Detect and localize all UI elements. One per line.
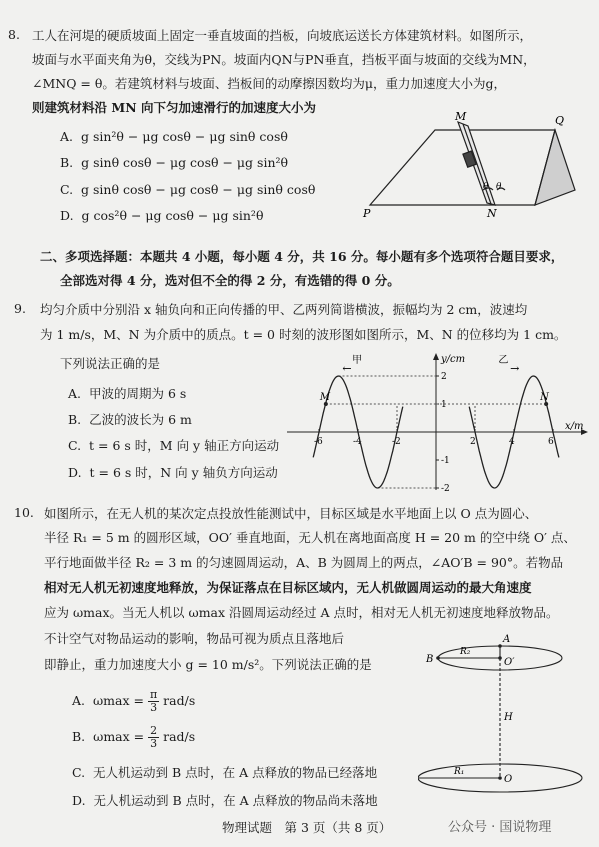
point-a [498,644,502,648]
q9-option-b: B. 乙波的波长为 6 m [68,412,192,427]
label-o: O [504,774,513,785]
q8-slope-figure [355,110,585,220]
q9-line-3: 下列说法正确的是 [60,356,161,371]
y-tick-label: -2 [441,484,450,492]
label-m: M [455,110,467,123]
q10-drone-figure [418,628,588,796]
section-2-line-2: 全部选对得 4 分，选对但不全的得 2 分，有选错的得 0 分。 [60,273,400,288]
question-9-number: 9. [14,301,26,316]
x-tick-label: -4 [353,437,362,447]
q8-option-b: B. g sinθ cosθ − μg cosθ − μg sin²θ [60,155,289,170]
q9-option-c: C. t = 6 s 时，M 向 y 轴正方向运动 [68,438,280,453]
point-o [498,776,502,780]
x-axis-label: x/m [565,421,584,432]
point-o-prime [498,656,502,660]
q10-option-d: D. 无人机运动到 B 点时，在 A 点释放的物品尚未落地 [72,793,378,808]
y-axis-label: y/cm [441,354,466,365]
q9-line-1: 均匀介质中分别沿 x 轴负向和正向传播的甲、乙两列简谐横波，振幅均为 2 cm，波速均 [40,302,528,317]
label-a: A [503,634,511,645]
q10-line-4: 相对无人机无初速度地释放，为保证落点在目标区域内，无人机做圆周运动的最大角速度 [44,580,532,595]
q9-wave-chart [283,350,593,492]
series-yi-direction-arrow: → [510,362,520,375]
y-axis-arrow [433,353,439,360]
q10-line-5: 应为 ωmax。当无人机以 ωmax 沿圆周运动经过 A 点时，相对无人机无初速度地释放物品。 [44,605,559,620]
label-b: B [426,654,434,665]
label-h: H [504,712,513,723]
label-r2: R₂ [460,647,471,657]
y-tick-label: 2 [441,372,447,382]
question-10-number: 10. [14,505,34,520]
series-yi-label: 乙 [498,355,509,366]
q8-option-d: D. g cos²θ − μg cosθ − μg sin²θ [60,208,264,223]
point-b [436,656,440,660]
series-jia-label: 甲 [352,355,363,366]
section-2-line-1: 二、多项选择题：本题共 4 小题，每小题 4 分，共 16 分。每小题有多个选项符合题目要求， [40,249,564,264]
q10-line-2: 半径 R₁ = 5 m 的圆形区域，OO′ 垂直地面，无人机在离地面高度 H = 20 m 的空中绕 O′ 点、 [44,530,576,545]
q9-line-2: 为 1 m/s，M、N 为介质中的质点。t = 0 时刻的波形图如图所示，M、N 的位移均为 1 cm。 [40,327,567,342]
label-q: Q [555,114,565,127]
q10-line-7: 即静止，重力加速度大小 g = 10 m/s²。下列说法正确的是 [44,657,372,672]
question-8-number: 8. [8,27,20,42]
label-r1: R₁ [454,767,465,777]
page-footer: 物理试题 第 3 页（共 8 页） [222,820,392,835]
q10-option-c: C. 无人机运动到 B 点时，在 A 点释放的物品已经落地 [72,765,378,780]
point-label-n: N [540,392,549,403]
x-tick-label: -6 [314,437,323,447]
q8-line-1: 工人在河堤的硬质坡面上固定一垂直坡面的挡板，向坡底运送长方体建筑材料。如图所示， [32,28,533,43]
q8-option-a: A. g sin²θ − μg cosθ − μg sinθ cosθ [60,129,288,144]
x-tick-label: 4 [509,437,515,447]
label-theta-2: θ [496,182,502,192]
x-tick-label: 2 [470,437,476,447]
q9-option-d: D. t = 6 s 时，N 向 y 轴负方向运动 [68,465,278,480]
q10-option-a: A. ωmax = $\frac{\pi}{3}$ rad/s [72,688,196,714]
q10-line-1: 如图所示，在无人机的某次定点投放性能测试中，目标区域是水平地面上以 O 点为圆心、 [44,506,538,521]
point-label-m: M [319,392,331,403]
q9-option-a: A. 甲波的周期为 6 s [68,386,187,401]
q8-line-2: 坡面与水平面夹角为θ，交线为PN。坡面内QN与PN垂直，挡板平面与坡面的交线为MN， [32,52,536,67]
y-tick-label: -1 [441,456,450,466]
label-theta-1: θ [483,182,489,192]
label-n: N [487,207,497,220]
label-p: P [363,207,371,220]
q10-option-b: B. ωmax = $\frac{2}{3}$ rad/s [72,724,196,750]
watermark-text: 公众号 · 国说物理 [448,820,552,835]
chart-axes [287,353,588,490]
q8-line-4: 则建筑材料沿 MN 向下匀加速滑行的加速度大小为 [32,100,316,115]
slope-plane [370,130,555,205]
q8-line-3: ∠MNQ = θ。若建筑材料与坡面、挡板间的动摩擦因数均为μ，重力加速度大小为g， [32,76,507,91]
x-tick-label: 6 [548,437,554,447]
y-tick-label: 1 [441,400,447,410]
series-jia-direction-arrow: ← [342,362,352,375]
label-o-prime: O′ [504,657,515,668]
q10-line-6: 不计空气对物品运动的影响，物品可视为质点且落地后 [44,631,345,646]
slope-side [535,130,575,205]
q10-line-3: 平行地面做半径 R₂ = 3 m 的匀速圆周运动，A、B 为圆周上的两点，∠AO′B = 90°。若物品 [44,555,564,570]
q8-option-c: C. g sinθ cosθ − μg cosθ − μg sinθ cosθ [60,182,316,197]
x-tick-label: -2 [392,437,401,447]
